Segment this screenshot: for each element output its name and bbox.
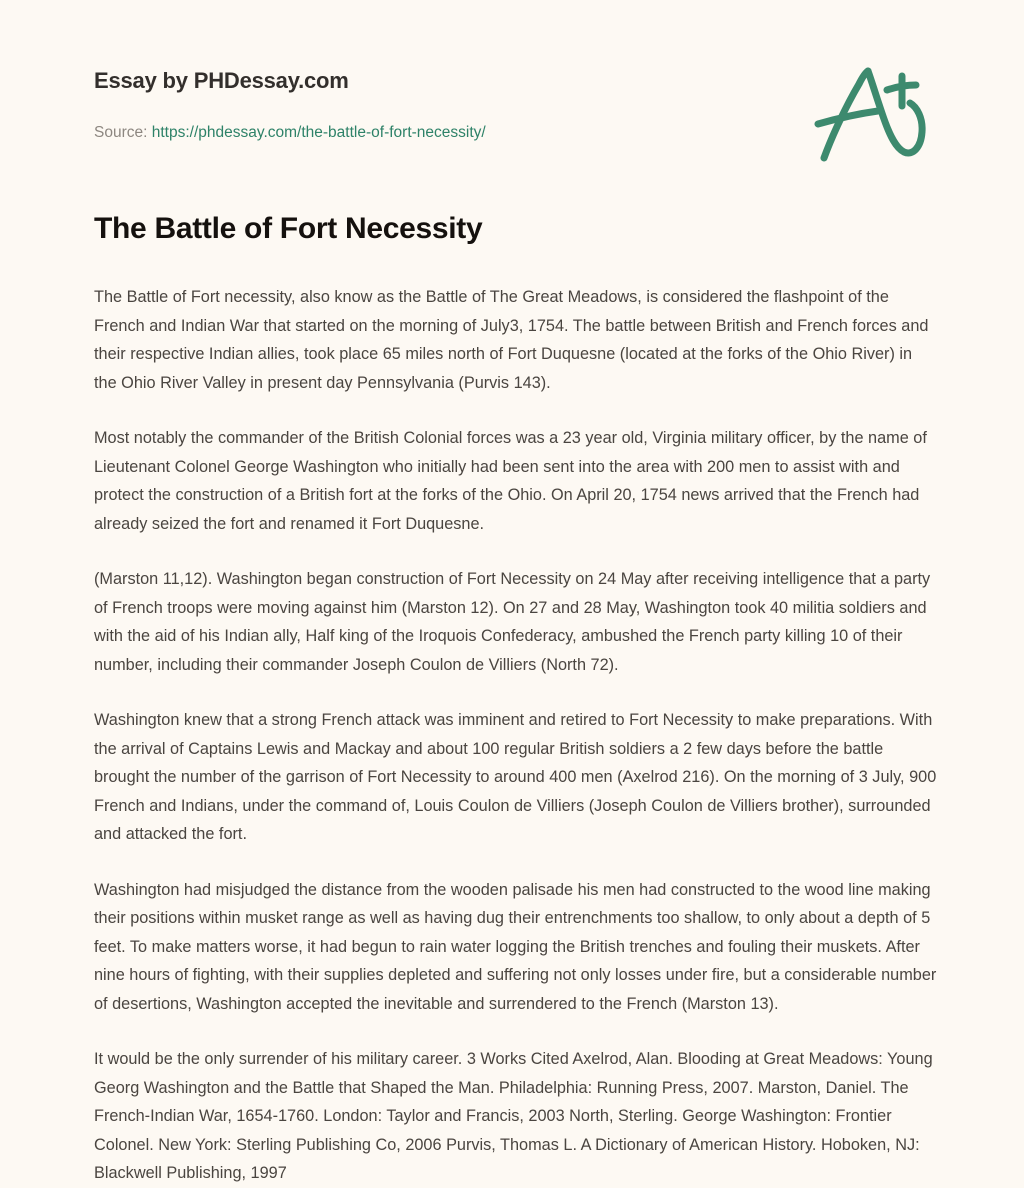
source-url-link[interactable]: https://phdessay.com/the-battle-of-fort-necessity/ — [151, 124, 486, 141]
source-label: Source: — [94, 124, 148, 141]
paragraph: Most notably the commander of the British Colonial forces was a 23 year old, Virginia military officer, by the name of Lieutenant Colonel George Washington who initially had been sent into the area with 200 men to assist with and protect the construction of a British fort at the forks of the Ohio. On April 20, 1754 news arrived that the French had already seized the fort and renamed it Fort Duquesne. — [94, 429, 927, 533]
phdessay-a-plus-logo-icon — [810, 62, 930, 167]
paragraph: (Marston 11,12). Washington began construction of Fort Necessity on 24 May after receiving intelligence that a party of French troops were moving against him (Marston 12). On 27 and 28 May, Washington took 40 militia soldiers and with the aid of his Indian ally, Half king of the Iroquois Confederacy, ambushed the French party killing 10 of their number, including their commander Joseph Coulon de Villiers (North 72). — [94, 570, 931, 674]
paragraph: Washington had misjudged the distance from the wooden palisade his men had constructed to the wood line making their positions within musket range as well as having dug their entrenchments too shallow, to only about a depth of 5 feet. To make matters worse, it had begun to rain water logging the British trenches and fouling their muskets. After nine hours of fighting, with their supplies depleted and suffering not only losses under fire, but a considerable number of desertions, Washington accepted the inevitable and surrendered to the French (Marston 13). — [94, 880, 937, 1013]
page-title: The Battle of Fort Necessity — [94, 212, 483, 245]
source-line — [94, 124, 486, 142]
brand-byline: Essay by PHDessay.com — [94, 68, 349, 93]
page-header — [80, 0, 944, 200]
paragraph: Washington knew that a strong French attack was imminent and retired to Fort Necessity to make preparations. With the arrival of Captains Lewis and Mackay and about 100 regular British soldiers a 2 few days before the battle brought the number of the garrison of Fort Necessity to around 400 men (Axelrod 216). On the morning of 3 July, 900 French and Indians, under the command of, Louis Coulon de Villiers (Joseph Coulon de Villiers brother), surrounded and attacked the fort. — [94, 711, 937, 843]
paragraph: The Battle of Fort necessity, also know as the Battle of The Great Meadows, is considered the flashpoint of the French and Indian War that started on the morning of July3, 1754. The battle between British and French forces and their respective Indian allies, took place 65 miles north of Fort Duquesne (located at the forks of the Ohio River) in the Ohio River Valley in present day Pennsylvania (Purvis 143). — [94, 288, 929, 392]
paragraph-works-cited: It would be the only surrender of his military career. 3 Works Cited Axelrod, Alan. Blooding at Great Meadows: Young Georg Washington and the Battle that Shaped the Man. Philadelphia: Running Press, 2007. Marston, Daniel. The French-Indian War, 1654-1760. London: Taylor and Francis, 2003 North, Sterling. George Washington: Frontier Colonel. New York: Sterling Publishing Co, 2006 Purvis, Thomas L. A Dictionary of American History. Hoboken, NJ: Blackwell Publishing, 1997 — [94, 1050, 933, 1182]
